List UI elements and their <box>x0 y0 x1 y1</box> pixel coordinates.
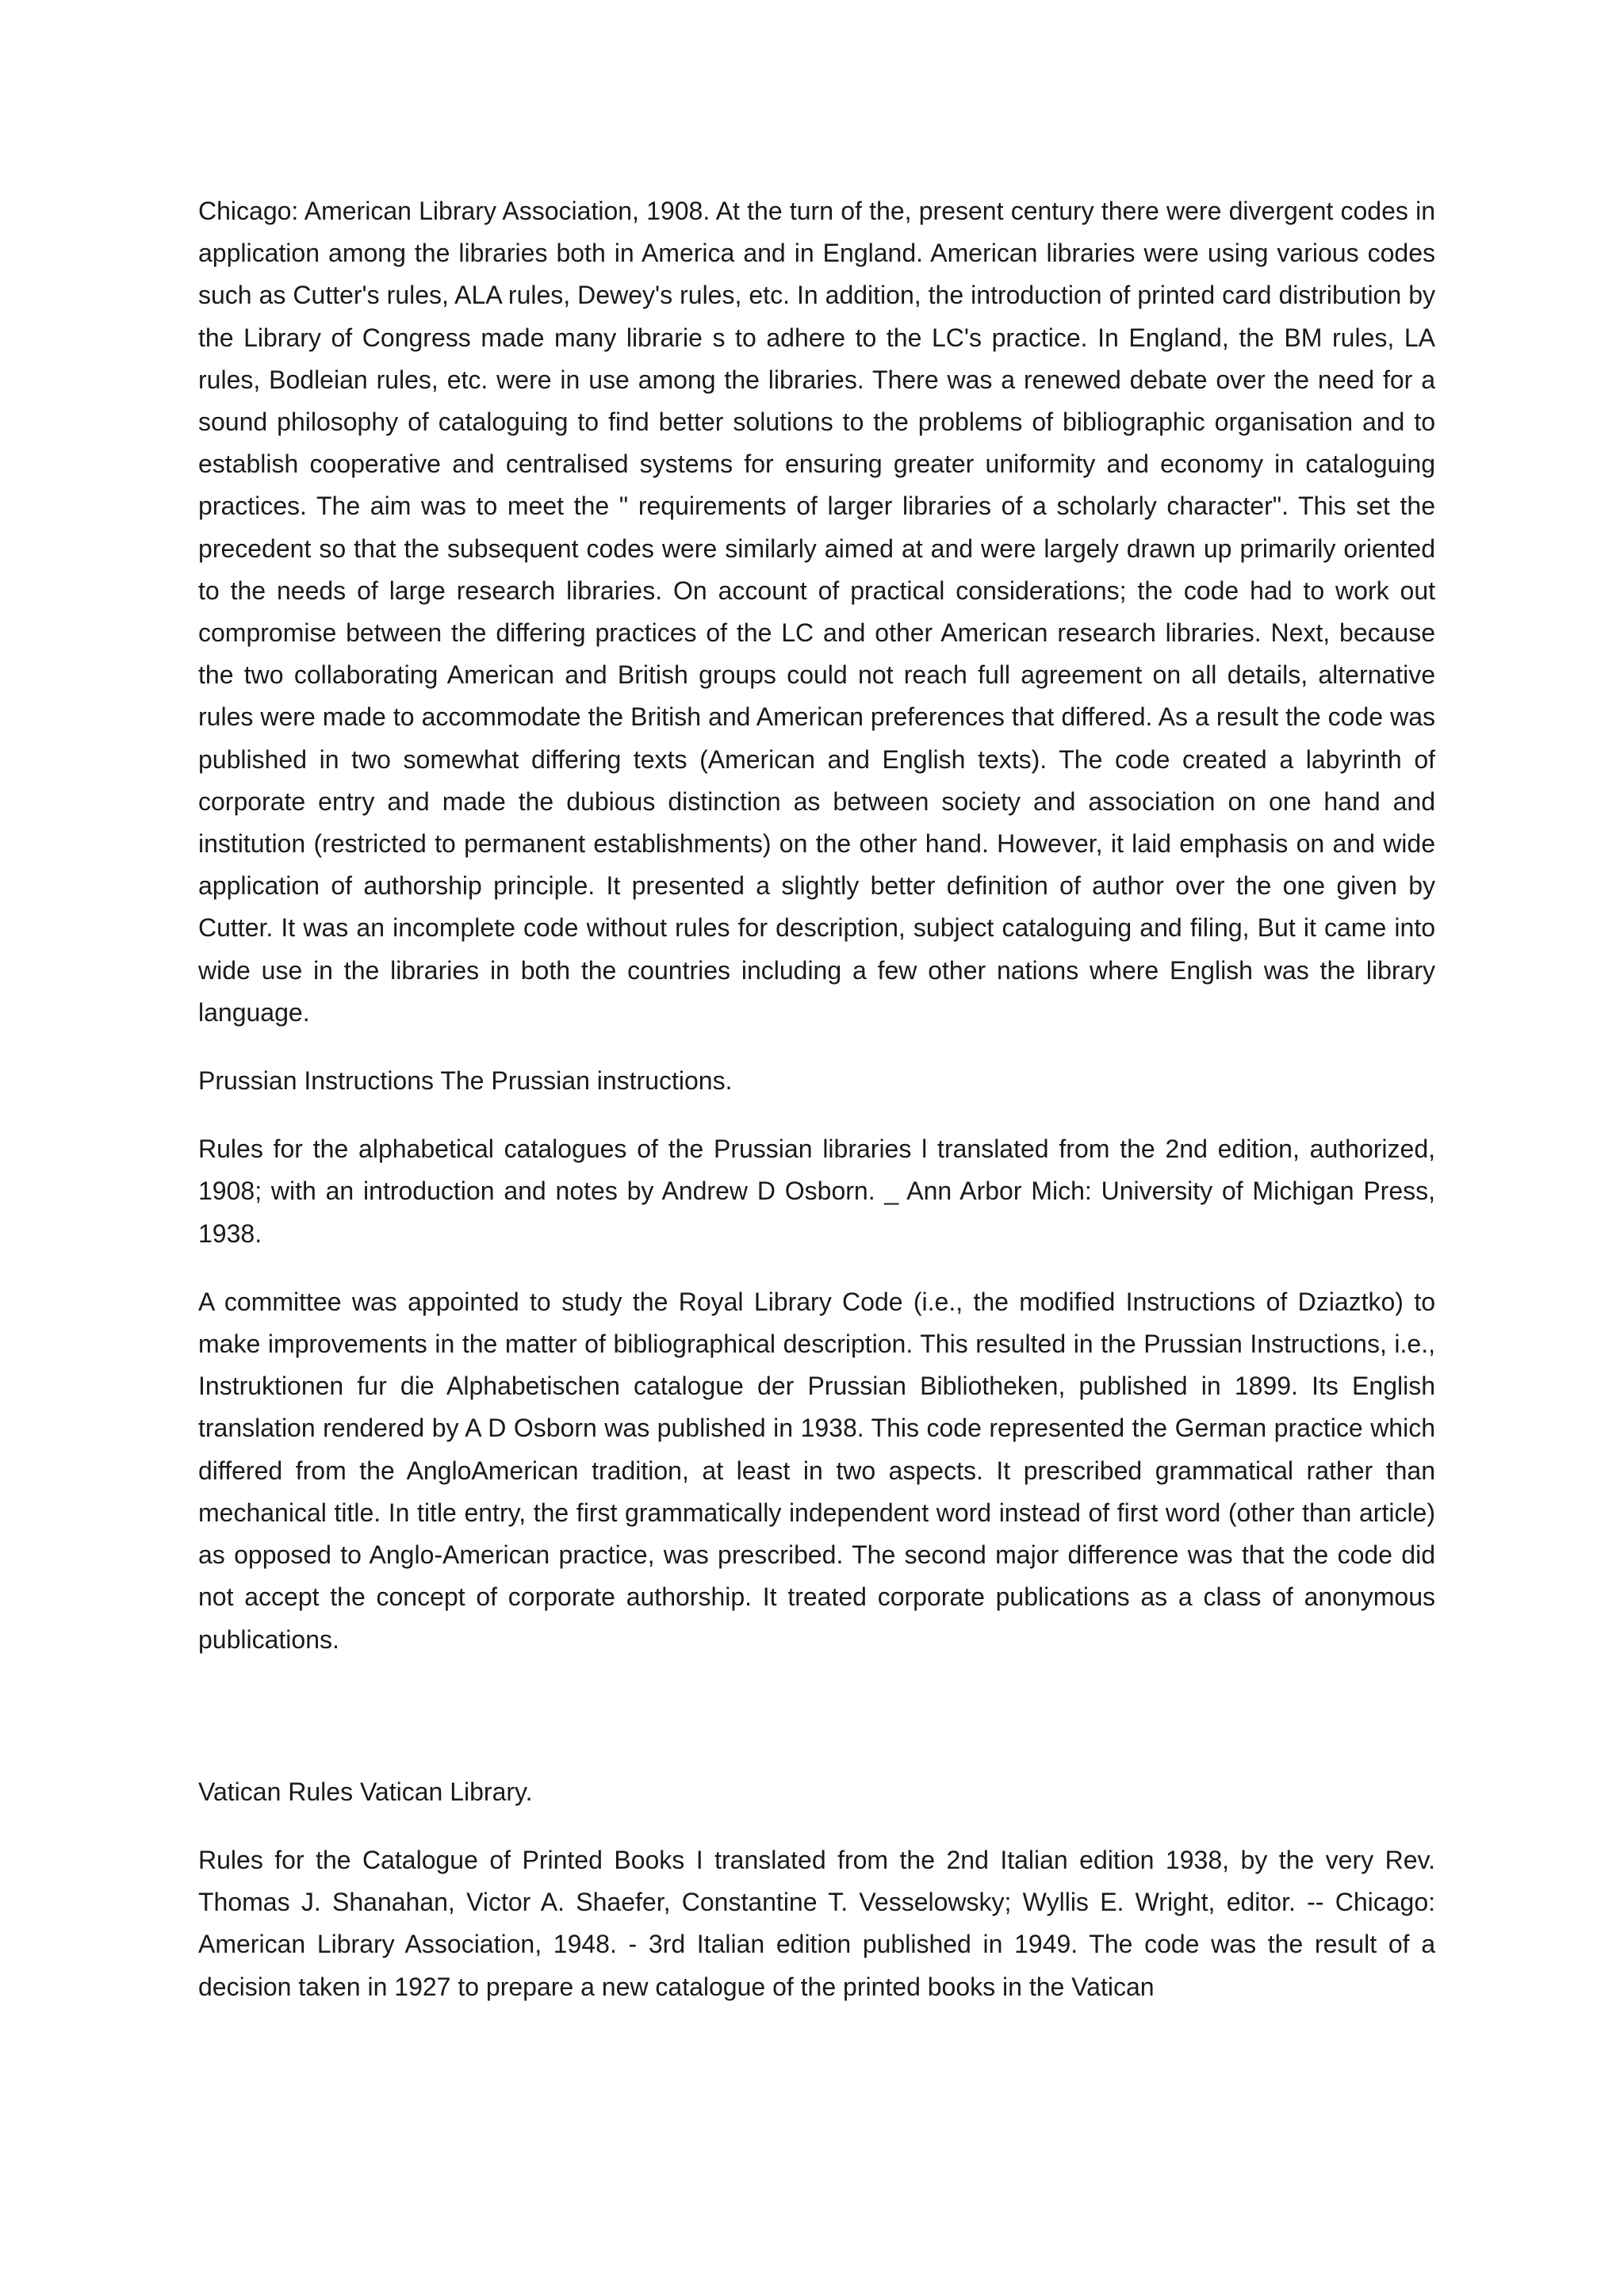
paragraph-ala-code-1908: Chicago: American Library Association, 1908. At the turn of the, present century there were divergent codes in application among the libraries both in America and in England. American libraries were using various codes such as Cutter's rules, ALA rules, Dewey's rules, etc. In addition, the introduction of printed card distribution by the Library of Congress made many librarie s to adhere to the LC's practice. In England, the BM rules, LA rules, Bodleian rules, etc. were in use among the libraries. There was a renewed debate over the need for a sound philosophy of cataloguing to find better solutions to the problems of bibliographic organisation and to establish cooperative and centralised systems for ensuring greater uniformity and economy in cataloguing practices. The aim was to meet the " requirements of larger libraries of a scholarly character". This set the precedent so that the subsequent codes were similarly aimed at and were largely drawn up primarily oriented to the needs of large research libraries. On account of practical considerations; the code had to work out compromise between the differing practices of the LC and other American research libraries. Next, because the two collaborating American and British groups could not reach full agreement on all details, alternative rules were made to accommodate the British and American preferences that differed. As a result the code was published in two somewhat differing texts (American and English texts). The code created a labyrinth of corporate entry and made the dubious distinction as between society and association on one hand and institution (restricted to permanent establishments) on the other hand. However, it laid emphasis on and wide application of authorship principle. It presented a slightly better definition of author over the one given by Cutter. It was an incomplete code without rules for description, subject cataloguing and filing, But it came into wide use in the libraries in both the countries including a few other nations where English was the library language. <box>198 197 1435 1027</box>
heading-prussian-instructions: Prussian Instructions The Prussian instructions. <box>198 1066 733 1096</box>
document-page <box>198 190 1435 2008</box>
heading-vatican-rules: Vatican Rules Vatican Library. <box>198 1777 533 1806</box>
paragraph-prussian-description: A committee was appointed to study the Royal Library Code (i.e., the modified Instructions of Dziaztko) to make improvements in the matter of bibliographical description. This resulted in the Prussian Instructions, i.e., Instruktionen fur die Alphabetischen catalogue der Prussian Bibliotheken, published in 1899. Its English translation rendered by A D Osborn was published in 1938. This code represented the German practice which differed from the AngloAmerican tradition, at least in two aspects. It prescribed grammatical rather than mechanical title. In title entry, the first grammatically independent word instead of first word (other than article) as opposed to Anglo-American practice, was prescribed. The second major difference was that the code did not accept the concept of corporate authorship. It treated corporate publications as a class of anonymous publications. <box>198 1287 1435 1654</box>
paragraph-vatican-citation: Rules for the Catalogue of Printed Books I translated from the 2nd Italian edition 1938, by the very Rev. Thomas J. Shanahan, Victor A. Shaefer, Constantine T. Vesselowsky; Wyllis E. Wright, editor. -- Chicago: American Library Association, 1948. - 3rd Italian edition published in 1949. The code was the result of a decision taken in 1927 to prepare a new catalogue of the printed books in the Vatican <box>198 1845 1435 2001</box>
paragraph-prussian-citation: Rules for the alphabetical catalogues of the Prussian libraries l translated from the 2nd edition, authorized, 1908; with an introduction and notes by Andrew D Osborn. _ Ann Arbor Mich: University of Michigan Press, 1938. <box>198 1135 1435 1248</box>
